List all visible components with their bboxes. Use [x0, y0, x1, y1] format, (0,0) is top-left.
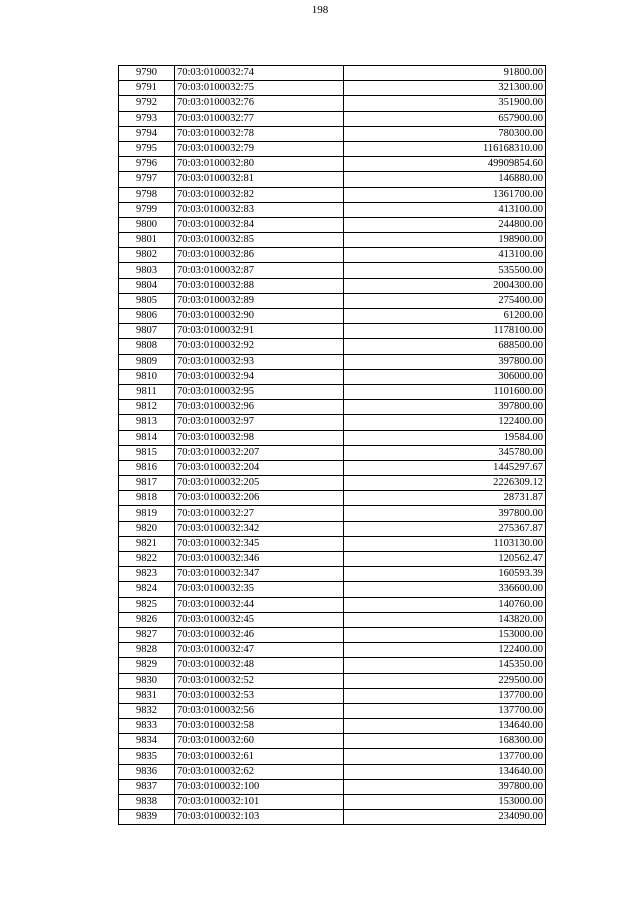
cadastral-value-cell: 306000.00 [344, 369, 546, 384]
cadastral-number-cell: 70:03:0100032:46 [175, 627, 344, 642]
table-row [119, 734, 546, 749]
cadastral-value-cell: 122400.00 [344, 643, 546, 658]
table-row [119, 764, 546, 779]
cadastral-number-cell: 70:03:0100032:347 [175, 567, 344, 582]
cadastral-value-cell: 61200.00 [344, 309, 546, 324]
cadastral-value-cell: 688500.00 [344, 339, 546, 354]
cadastral-number-cell: 70:03:0100032:89 [175, 293, 344, 308]
table-row [119, 643, 546, 658]
cadastral-value-cell: 134640.00 [344, 719, 546, 734]
row-number-cell: 9808 [119, 339, 175, 354]
cadastral-value-cell: 19584.00 [344, 430, 546, 445]
table-row [119, 172, 546, 187]
cadastral-number-cell: 70:03:0100032:207 [175, 445, 344, 460]
table-row [119, 658, 546, 673]
row-number-cell: 9832 [119, 703, 175, 718]
cadastral-number-cell: 70:03:0100032:58 [175, 719, 344, 734]
cadastral-number-cell: 70:03:0100032:62 [175, 764, 344, 779]
table-row [119, 96, 546, 111]
cadastral-number-cell: 70:03:0100032:60 [175, 734, 344, 749]
cadastral-value-cell: 336600.00 [344, 582, 546, 597]
cadastral-value-cell: 1361700.00 [344, 187, 546, 202]
table-row [119, 810, 546, 825]
table-row [119, 126, 546, 141]
cadastral-number-cell: 70:03:0100032:77 [175, 111, 344, 126]
table-row [119, 369, 546, 384]
cadastral-number-cell: 70:03:0100032:93 [175, 354, 344, 369]
table-row [119, 749, 546, 764]
row-number-cell: 9799 [119, 202, 175, 217]
row-number-cell: 9839 [119, 810, 175, 825]
cadastral-value-cell: 140760.00 [344, 597, 546, 612]
cadastral-value-cell: 780300.00 [344, 126, 546, 141]
table-row [119, 415, 546, 430]
table-row [119, 703, 546, 718]
cadastral-value-cell: 657900.00 [344, 111, 546, 126]
row-number-cell: 9792 [119, 96, 175, 111]
row-number-cell: 9823 [119, 567, 175, 582]
row-number-cell: 9831 [119, 688, 175, 703]
cadastral-number-cell: 70:03:0100032:87 [175, 263, 344, 278]
row-number-cell: 9815 [119, 445, 175, 460]
table-row [119, 111, 546, 126]
cadastral-value-cell: 1103130.00 [344, 536, 546, 551]
table-row [119, 66, 546, 81]
cadastral-value-cell: 1445297.67 [344, 460, 546, 475]
row-number-cell: 9833 [119, 719, 175, 734]
table-row [119, 795, 546, 810]
row-number-cell: 9794 [119, 126, 175, 141]
table-row [119, 506, 546, 521]
cadastral-number-cell: 70:03:0100032:53 [175, 688, 344, 703]
table-row [119, 187, 546, 202]
cadastral-number-cell: 70:03:0100032:97 [175, 415, 344, 430]
row-number-cell: 9829 [119, 658, 175, 673]
table-row [119, 536, 546, 551]
table-row [119, 309, 546, 324]
row-number-cell: 9806 [119, 309, 175, 324]
row-number-cell: 9821 [119, 536, 175, 551]
row-number-cell: 9830 [119, 673, 175, 688]
table-row [119, 688, 546, 703]
cadastral-number-cell: 70:03:0100032:75 [175, 81, 344, 96]
cadastral-number-cell: 70:03:0100032:45 [175, 612, 344, 627]
row-number-cell: 9809 [119, 354, 175, 369]
cadastral-value-table [118, 65, 546, 825]
cadastral-number-cell: 70:03:0100032:101 [175, 795, 344, 810]
cadastral-number-cell: 70:03:0100032:94 [175, 369, 344, 384]
row-number-cell: 9834 [119, 734, 175, 749]
cadastral-value-cell: 143820.00 [344, 612, 546, 627]
cadastral-value-cell: 168300.00 [344, 734, 546, 749]
cadastral-value-cell: 535500.00 [344, 263, 546, 278]
cadastral-value-cell: 120562.47 [344, 552, 546, 567]
row-number-cell: 9818 [119, 491, 175, 506]
cadastral-value-cell: 229500.00 [344, 673, 546, 688]
cadastral-number-cell: 70:03:0100032:88 [175, 278, 344, 293]
cadastral-value-cell: 49909854.60 [344, 157, 546, 172]
cadastral-number-cell: 70:03:0100032:205 [175, 476, 344, 491]
cadastral-number-cell: 70:03:0100032:90 [175, 309, 344, 324]
row-number-cell: 9836 [119, 764, 175, 779]
row-number-cell: 9801 [119, 233, 175, 248]
cadastral-value-cell: 275367.87 [344, 521, 546, 536]
cadastral-number-cell: 70:03:0100032:56 [175, 703, 344, 718]
cadastral-value-cell: 413100.00 [344, 202, 546, 217]
row-number-cell: 9827 [119, 627, 175, 642]
cadastral-number-cell: 70:03:0100032:86 [175, 248, 344, 263]
cadastral-number-cell: 70:03:0100032:74 [175, 66, 344, 81]
row-number-cell: 9838 [119, 795, 175, 810]
cadastral-number-cell: 70:03:0100032:80 [175, 157, 344, 172]
table-row [119, 673, 546, 688]
table-row [119, 719, 546, 734]
row-number-cell: 9791 [119, 81, 175, 96]
cadastral-value-cell: 137700.00 [344, 749, 546, 764]
row-number-cell: 9816 [119, 460, 175, 475]
cadastral-value-cell: 160593.39 [344, 567, 546, 582]
cadastral-value-cell: 351900.00 [344, 96, 546, 111]
cadastral-value-cell: 134640.00 [344, 764, 546, 779]
row-number-cell: 9822 [119, 552, 175, 567]
cadastral-value-cell: 397800.00 [344, 779, 546, 794]
row-number-cell: 9795 [119, 141, 175, 156]
cadastral-number-cell: 70:03:0100032:103 [175, 810, 344, 825]
row-number-cell: 9798 [119, 187, 175, 202]
cadastral-number-cell: 70:03:0100032:35 [175, 582, 344, 597]
row-number-cell: 9837 [119, 779, 175, 794]
row-number-cell: 9802 [119, 248, 175, 263]
cadastral-value-cell: 91800.00 [344, 66, 546, 81]
page-number: 198 [311, 4, 329, 16]
cadastral-number-cell: 70:03:0100032:44 [175, 597, 344, 612]
cadastral-number-cell: 70:03:0100032:48 [175, 658, 344, 673]
table-row [119, 293, 546, 308]
row-number-cell: 9793 [119, 111, 175, 126]
row-number-cell: 9825 [119, 597, 175, 612]
cadastral-value-cell: 234090.00 [344, 810, 546, 825]
table-row [119, 248, 546, 263]
row-number-cell: 9790 [119, 66, 175, 81]
row-number-cell: 9817 [119, 476, 175, 491]
table-row [119, 476, 546, 491]
cadastral-number-cell: 70:03:0100032:84 [175, 217, 344, 232]
row-number-cell: 9826 [119, 612, 175, 627]
cadastral-value-cell: 321300.00 [344, 81, 546, 96]
table-body [119, 66, 546, 825]
row-number-cell: 9805 [119, 293, 175, 308]
table-row [119, 263, 546, 278]
table-row [119, 81, 546, 96]
row-number-cell: 9807 [119, 324, 175, 339]
cadastral-number-cell: 70:03:0100032:83 [175, 202, 344, 217]
cadastral-value-cell: 2226309.12 [344, 476, 546, 491]
table-row [119, 627, 546, 642]
cadastral-number-cell: 70:03:0100032:96 [175, 400, 344, 415]
table-row [119, 612, 546, 627]
cadastral-value-cell: 397800.00 [344, 506, 546, 521]
cadastral-number-cell: 70:03:0100032:27 [175, 506, 344, 521]
table-row [119, 491, 546, 506]
cadastral-value-cell: 122400.00 [344, 415, 546, 430]
row-number-cell: 9810 [119, 369, 175, 384]
cadastral-number-cell: 70:03:0100032:204 [175, 460, 344, 475]
cadastral-value-cell: 28731.87 [344, 491, 546, 506]
cadastral-value-cell: 145350.00 [344, 658, 546, 673]
row-number-cell: 9811 [119, 384, 175, 399]
row-number-cell: 9804 [119, 278, 175, 293]
cadastral-number-cell: 70:03:0100032:100 [175, 779, 344, 794]
row-number-cell: 9796 [119, 157, 175, 172]
row-number-cell: 9812 [119, 400, 175, 415]
cadastral-value-cell: 146880.00 [344, 172, 546, 187]
cadastral-value-cell: 137700.00 [344, 703, 546, 718]
cadastral-number-cell: 70:03:0100032:92 [175, 339, 344, 354]
cadastral-number-cell: 70:03:0100032:82 [175, 187, 344, 202]
table-row [119, 217, 546, 232]
row-number-cell: 9797 [119, 172, 175, 187]
cadastral-number-cell: 70:03:0100032:206 [175, 491, 344, 506]
cadastral-number-cell: 70:03:0100032:91 [175, 324, 344, 339]
cadastral-value-cell: 116168310.00 [344, 141, 546, 156]
cadastral-value-cell: 137700.00 [344, 688, 546, 703]
cadastral-value-cell: 413100.00 [344, 248, 546, 263]
table-row [119, 400, 546, 415]
table-row [119, 582, 546, 597]
row-number-cell: 9814 [119, 430, 175, 445]
cadastral-number-cell: 70:03:0100032:342 [175, 521, 344, 536]
cadastral-number-cell: 70:03:0100032:81 [175, 172, 344, 187]
table-row [119, 445, 546, 460]
row-number-cell: 9824 [119, 582, 175, 597]
row-number-cell: 9820 [119, 521, 175, 536]
table-row [119, 430, 546, 445]
table-row [119, 552, 546, 567]
table-row [119, 141, 546, 156]
cadastral-number-cell: 70:03:0100032:61 [175, 749, 344, 764]
cadastral-value-cell: 153000.00 [344, 795, 546, 810]
cadastral-number-cell: 70:03:0100032:98 [175, 430, 344, 445]
table-row [119, 339, 546, 354]
row-number-cell: 9828 [119, 643, 175, 658]
cadastral-value-cell: 397800.00 [344, 354, 546, 369]
cadastral-number-cell: 70:03:0100032:47 [175, 643, 344, 658]
table-row [119, 233, 546, 248]
table-row [119, 384, 546, 399]
table-row [119, 779, 546, 794]
cadastral-number-cell: 70:03:0100032:345 [175, 536, 344, 551]
cadastral-number-cell: 70:03:0100032:95 [175, 384, 344, 399]
table-row [119, 521, 546, 536]
cadastral-value-cell: 2004300.00 [344, 278, 546, 293]
row-number-cell: 9835 [119, 749, 175, 764]
table-row [119, 597, 546, 612]
cadastral-number-cell: 70:03:0100032:85 [175, 233, 344, 248]
cadastral-number-cell: 70:03:0100032:52 [175, 673, 344, 688]
table-row [119, 324, 546, 339]
cadastral-value-cell: 244800.00 [344, 217, 546, 232]
cadastral-value-cell: 153000.00 [344, 627, 546, 642]
cadastral-value-cell: 275400.00 [344, 293, 546, 308]
cadastral-value-cell: 1101600.00 [344, 384, 546, 399]
cadastral-number-cell: 70:03:0100032:346 [175, 552, 344, 567]
table-row [119, 278, 546, 293]
row-number-cell: 9803 [119, 263, 175, 278]
table-row [119, 202, 546, 217]
cadastral-number-cell: 70:03:0100032:79 [175, 141, 344, 156]
cadastral-number-cell: 70:03:0100032:78 [175, 126, 344, 141]
table-row [119, 157, 546, 172]
table-row [119, 354, 546, 369]
table-row [119, 460, 546, 475]
row-number-cell: 9800 [119, 217, 175, 232]
cadastral-number-cell: 70:03:0100032:76 [175, 96, 344, 111]
cadastral-value-cell: 1178100.00 [344, 324, 546, 339]
cadastral-value-cell: 345780.00 [344, 445, 546, 460]
cadastral-value-cell: 198900.00 [344, 233, 546, 248]
cadastral-value-cell: 397800.00 [344, 400, 546, 415]
row-number-cell: 9819 [119, 506, 175, 521]
table-row [119, 567, 546, 582]
row-number-cell: 9813 [119, 415, 175, 430]
